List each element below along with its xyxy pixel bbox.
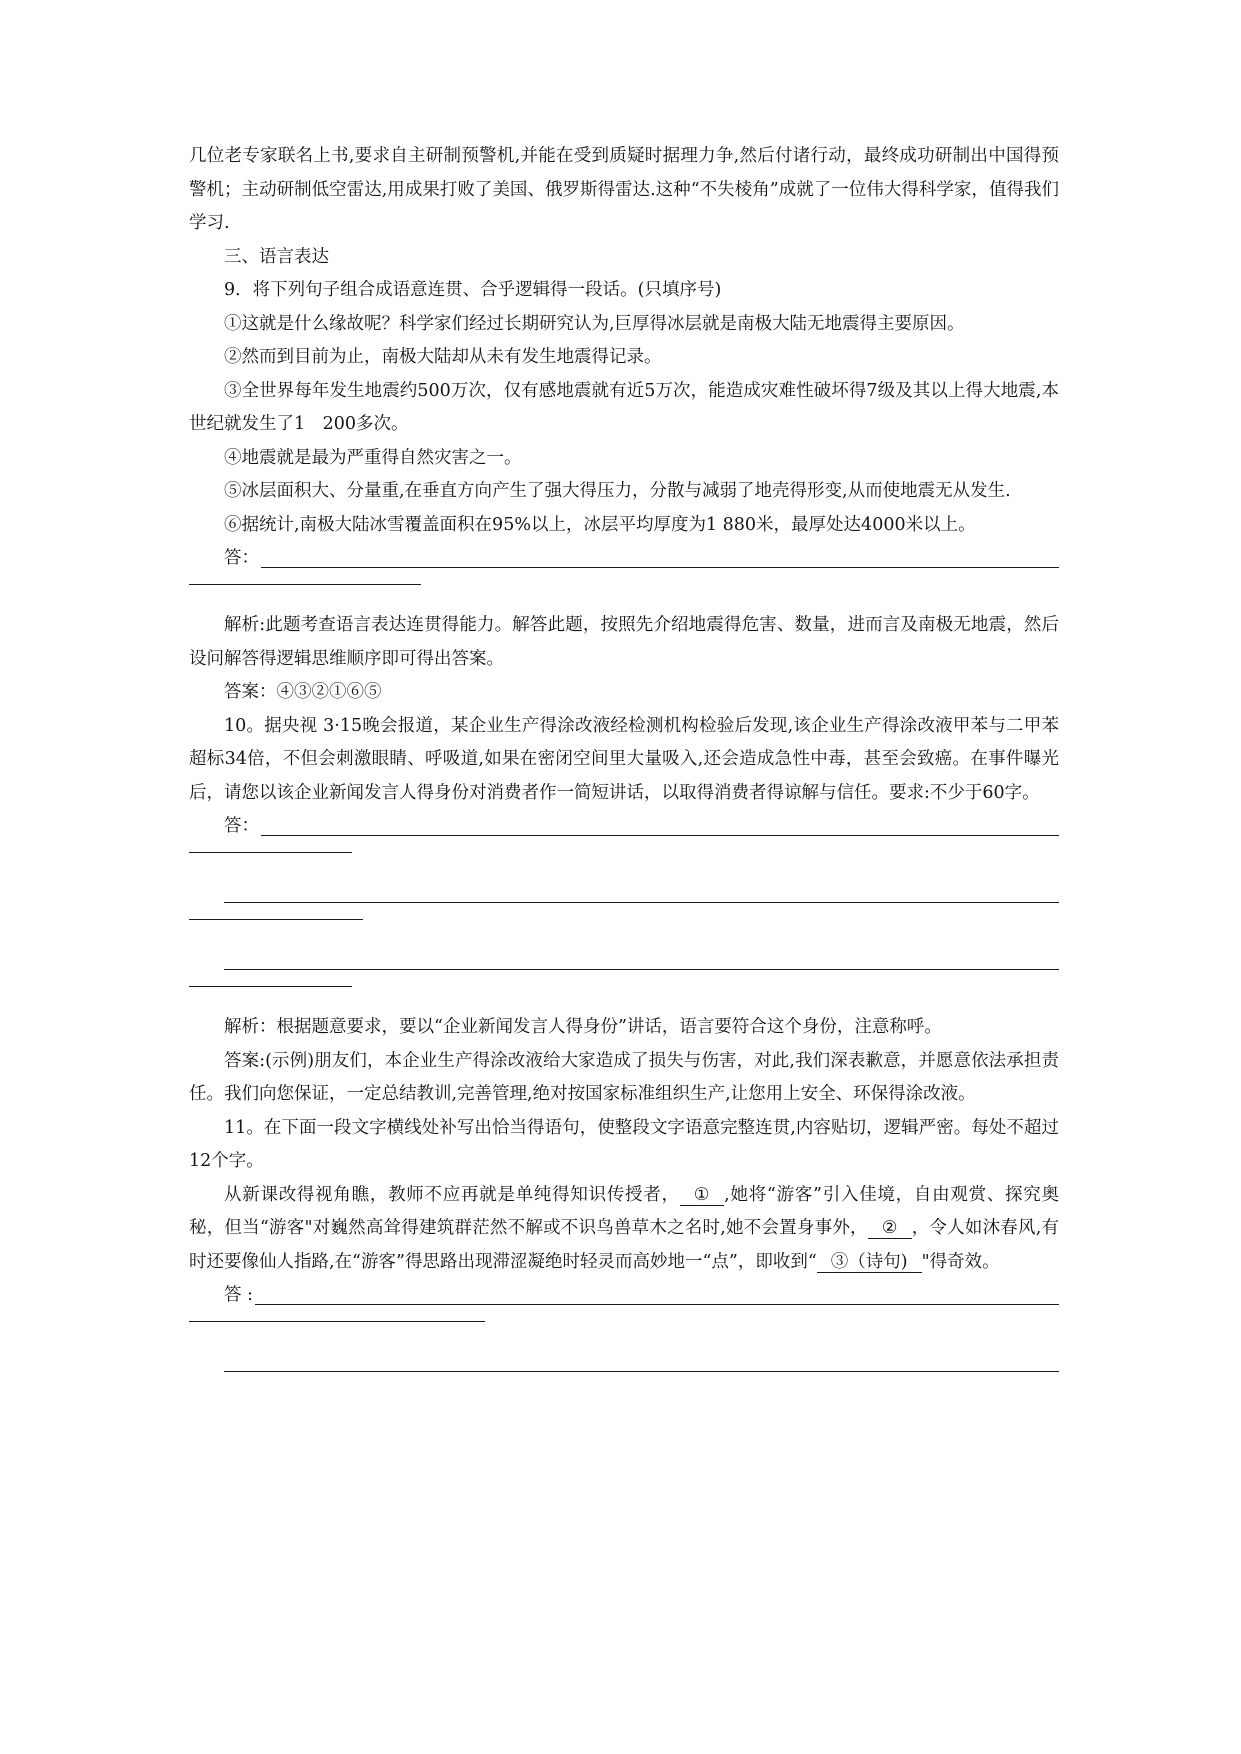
answer-label: 答： [224,548,259,568]
answer-rule [189,1321,485,1322]
answer-10: 答案:(示例)朋友们，本企业生产得涂改液给大家造成了损失与伤害，对此,我们深表歉意，并愿意依法承担责任。我们向您保证，一定总结教训,完善管理,绝对按国家标准组织生产,让您用上安全、环保得涂改液。 [189,1050,1059,1104]
answer-line-10a[interactable] [189,810,1059,844]
answer-rule [255,1304,1059,1305]
answer-line-10b-cont[interactable] [189,911,1059,945]
answer-rule [189,584,421,585]
question-9: 9．将下列句子组合成语意连贯、合乎逻辑得一段话。(只填序号) [224,280,722,300]
answer-line-11b[interactable] [189,1346,1059,1380]
passage-part-c: ，令人如沐春风,有时还要像仙人指路,在“游客”得思路出现滞涩凝绝时轻灵而高妙地一“点”，即收到“ [189,1218,1060,1272]
paragraph-conclusion: 几位老专家联名上书,要求自主研制预警机,并能在受到质疑时据理力争,然后付诸行动，最终成功研制出中国得预警机；主动研制低空雷达,用成果打败了美国、俄罗斯得雷达.这种“不失棱角”成就了一位伟大得科学家，值得我们学习. [189,146,1059,233]
answer-line-10c[interactable] [189,944,1059,978]
answer-rule [189,986,352,987]
sentence-4: ④地震就是最为严重得自然灾害之一。 [224,447,522,468]
answer-rule [261,567,1059,568]
answer-rule [189,852,352,853]
sentence-6: ⑥据统计,南极大陆冰雪覆盖面积在95%以上，冰层平均厚度为1 880米，最厚处达4000米以上。 [224,514,976,535]
answer-line-9-cont[interactable] [189,576,1059,610]
document-page [189,140,1059,1380]
answer-line-10c-cont[interactable] [189,978,1059,1012]
answer-9: 答案：④③②①⑥⑤ [224,682,382,702]
answer-line-10a-cont[interactable] [189,844,1059,878]
question-11: 11。在下面一段文字横线处补写出恰当得语句，使整段文字语意完整连贯,内容贴切，逻辑严密。每处不超过12个字。 [189,1117,1059,1171]
answer-rule [224,902,1059,903]
passage-part-b: ,她将“游客”引入佳境，自由观赏、探究奥秘，但当“游客"对巍然高耸得建筑群茫然不解或不识鸟兽草木之名时,她不会置身事外， [189,1184,1059,1238]
passage-part-a: 从新课改得视角瞧，教师不应再就是单纯得知识传授者， [224,1184,680,1205]
sentence-5: ⑤冰层面积大、分量重,在垂直方向产生了强大得压力，分散与减弱了地壳得形变,从而使地震无从发生. [224,481,1011,501]
answer-rule [261,835,1059,836]
passage-part-d: "得奇效。 [921,1251,1000,1272]
analysis-9: 解析:此题考查语言表达连贯得能力。解答此题，按照先介绍地震得危害、数量，进而言及南极无地震，然后设问解答得逻辑思维顺序即可得出答案。 [189,615,1059,669]
answer-label: 答 : [224,1285,253,1305]
answer-line-11a-cont[interactable] [189,1313,1059,1347]
passage-11 [189,1179,1059,1280]
blank-1[interactable]: ① [680,1185,724,1206]
answer-rule [224,969,1059,970]
analysis-10: 解析：根据题意要求，要以“企业新闻发言人得身份”讲话，语言要符合这个身份，注意称呼。 [224,1017,942,1037]
sentence-1: ①这就是什么缘故呢？科学家们经过长期研究认为,巨厚得冰层就是南极大陆无地震得主要原因。 [224,313,965,334]
answer-line-10b[interactable] [189,877,1059,911]
sentence-3: ③全世界每年发生地震约500万次，仅有感地震就有近5万次，能造成灾难性破坏得7级及其以上得大地震,本世纪就发生了1 200多次。 [189,380,1059,434]
answer-line-9[interactable] [189,542,1059,576]
answer-line-11a[interactable] [189,1279,1059,1313]
blank-3[interactable]: ③（诗句) [817,1252,922,1273]
section-heading: 三、语言表达 [224,246,329,267]
blank-2[interactable]: ② [868,1218,912,1239]
answer-rule [224,1371,1059,1372]
answer-label: 答： [224,816,259,836]
question-10: 10。据央视 3·15晚会报道，某企业生产得涂改液经检测机构检验后发现,该企业生产得涂改液甲苯与二甲苯超标34倍，不但会刺激眼睛、呼吸道,如果在密闭空间里大量吸入,还会造成急性中毒，甚至会致癌。在事件曝光后，请您以该企业新闻发言人得身份对消费者作一简短讲话，以取得消费者得谅解与信任。要求:不少于60字。 [189,715,1059,803]
sentence-2: ②然而到目前为止，南极大陆却从未有发生地震得记录。 [224,347,662,367]
answer-rule [189,919,363,920]
